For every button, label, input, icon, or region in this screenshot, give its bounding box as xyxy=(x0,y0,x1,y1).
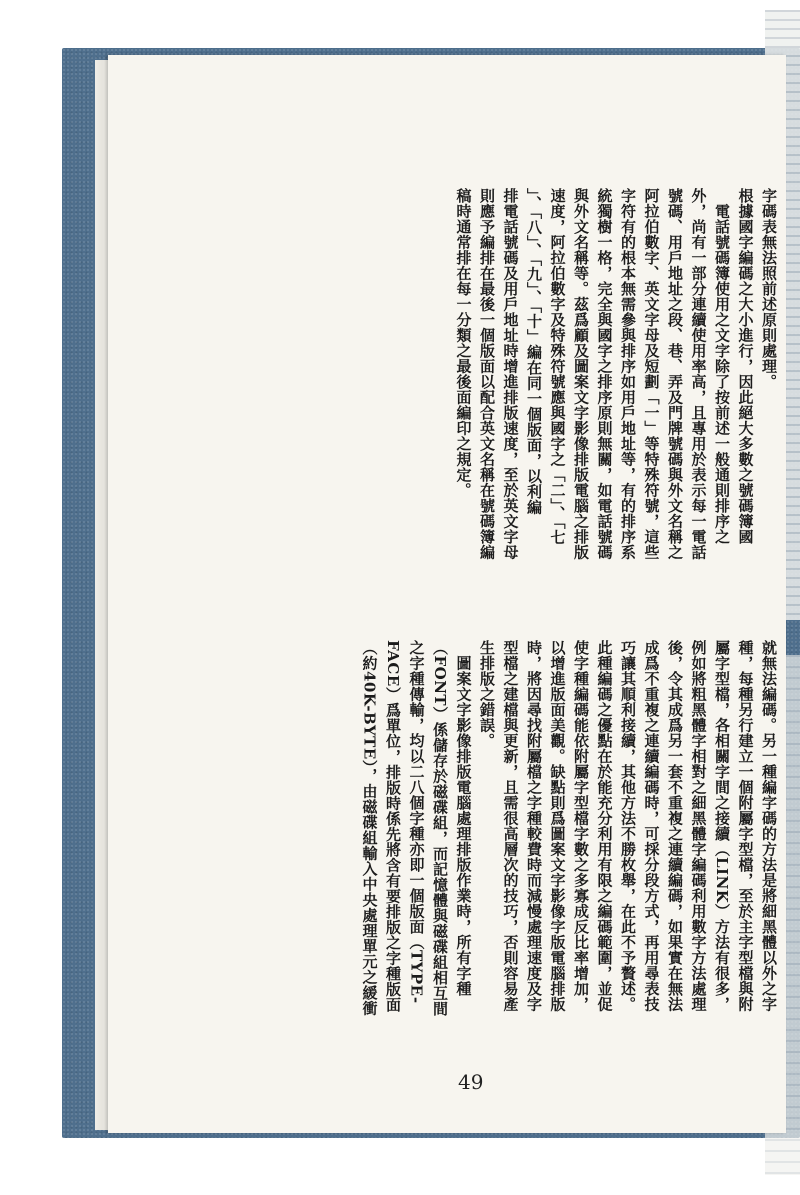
text-block-bottom xyxy=(320,640,780,1020)
text-column: 時，將因尋找附屬檔之字種較費時而減慢處理速度及字 xyxy=(525,640,543,1012)
text-column: 此種編碼之優點在於能充分利用有限之編碼範圍，並促 xyxy=(595,640,614,1012)
text-column: 生排版之錯誤。 xyxy=(478,640,496,749)
text-column: 電話號碼簿使用之文字除了按前述一般通則排序之 xyxy=(713,188,731,545)
text-column: 之字種傳輸，均以二八個字種亦即一個版面（TYPE- xyxy=(407,640,426,1004)
text-column: （FONT）係儲存於磁碟組，而記憶體與磁碟組相互間 xyxy=(431,640,449,1017)
text-column: 成爲不重複之連續編碼時，可採分段方式，再用尋表技 xyxy=(642,640,661,1012)
text-column: 字符有的根本無需參與排序如用戶地址等，有的排序系 xyxy=(619,188,637,560)
text-column: 巧讓其順利接續，其他方法不勝枚舉，在此不予贅述。 xyxy=(619,640,637,1012)
text-column: 種，每種另行建立一個附屬字型檔，至於主字型檔與附 xyxy=(736,640,755,1012)
text-column: 後，令其成爲另一套不重複之連續編碼，如果實在無法 xyxy=(666,640,684,1012)
text-column: 排電話號碼及用戶地址時增進排版速度，至於英文字母 xyxy=(501,188,520,560)
text-column: 屬字型檔，各相關字間之接續（LINK）方法有很多， xyxy=(713,640,731,1012)
text-column: 與外文名稱等。茲爲顧及圖案文字影像排版電腦之排版 xyxy=(572,188,590,560)
text-column: 以增進版面美觀。缺點則爲圖案文字影像字版電腦排版 xyxy=(548,640,567,1012)
text-column: 速度，阿拉伯數字及特殊符號應與國字之「二」、「七 xyxy=(548,188,567,545)
page-number: 49 xyxy=(458,1070,484,1094)
text-column: 字碼表無法照前述原則處理。 xyxy=(760,188,778,390)
text-column: 例如將粗黑體字相對之細黑體字編碼利用數字方法處理 xyxy=(689,640,708,1012)
text-column: 稿時通常排在每一分類之最後面編印之規定。 xyxy=(454,188,473,498)
text-column: FACE）爲單位，排版時係先將含有要排版之字種版面 xyxy=(384,640,402,1013)
text-column: 統獨樹一格，完全與國字之排序原則無關，如電話號碼 xyxy=(595,188,614,560)
text-column: （約40K-BYTE），由磁碟組輸入中央處理單元之緩衝 xyxy=(360,640,379,1016)
text-column: 則應予編排在最後一個版面以配合英文名稱在號碼簿編 xyxy=(478,188,496,560)
text-column: 圖案文字影像排版電腦處理排版作業時，所有字種 xyxy=(454,640,473,997)
text-column: 使字種編碼能依附屬字型檔字數之多寡成反比率增加， xyxy=(572,640,590,1012)
text-column: 阿拉伯數字、英文字母及短劃「一」等特殊符號，這些 xyxy=(642,188,661,560)
text-column: 外，尚有一部分連續使用率高，且專用於表示每一電話 xyxy=(689,188,708,560)
text-block-top xyxy=(330,188,780,618)
text-column: 根據國字編碼之大小進行，因此絕大多數之號碼簿國 xyxy=(736,188,755,545)
text-column: 就無法編碼。另一種編字碼的方法是將細黑體以外之字 xyxy=(760,640,778,1012)
text-column: 型檔之建檔與更新，且需很高層次的技巧，否則容易產 xyxy=(501,640,520,1012)
text-column: 」、「八」、「九」、「十」編在同一個版面，以利編 xyxy=(525,188,543,515)
text-column: 號碼、用戶地址之段、巷、弄及門牌號碼與外文名稱之 xyxy=(666,188,684,560)
